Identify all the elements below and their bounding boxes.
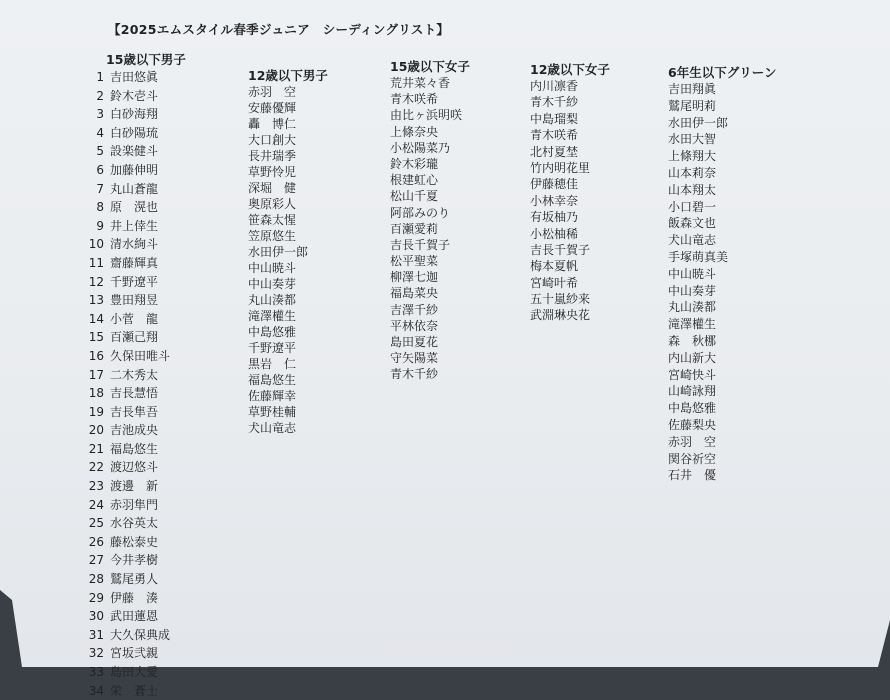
seed-entry bbox=[84, 366, 186, 385]
player-name: 藤松泰史 bbox=[110, 534, 159, 549]
seed-entry bbox=[248, 260, 328, 276]
seed-entry bbox=[530, 275, 610, 291]
player-name: 吉長隼吾 bbox=[110, 404, 159, 419]
player-name: 福島悠生 bbox=[248, 373, 297, 387]
player-name: 滝澤權生 bbox=[248, 309, 297, 323]
player-name: 丸山湊都 bbox=[248, 293, 297, 307]
seed-entry bbox=[84, 477, 186, 496]
player-name: 大久保典成 bbox=[110, 627, 171, 642]
player-name: 小林幸奈 bbox=[530, 193, 579, 208]
player-name: 手塚萌真美 bbox=[668, 249, 729, 264]
seed-entry bbox=[84, 124, 186, 143]
seed-number: 27 bbox=[88, 553, 104, 568]
seed-number: 2 bbox=[96, 88, 104, 103]
seed-entry bbox=[668, 467, 776, 484]
seed-number: 33 bbox=[88, 665, 104, 679]
seed-entry bbox=[84, 347, 186, 366]
player-name: 青木咲希 bbox=[390, 92, 439, 107]
player-name: 中島瑠梨 bbox=[530, 111, 579, 126]
player-name: 長井瑞季 bbox=[248, 149, 297, 163]
player-name: 水田伊一郎 bbox=[248, 245, 309, 259]
seed-entry bbox=[248, 212, 328, 228]
seed-entry bbox=[84, 235, 186, 254]
player-name: 久保田唯斗 bbox=[110, 348, 171, 363]
seed-entry bbox=[84, 198, 186, 217]
seed-entry bbox=[84, 589, 186, 608]
seed-entry bbox=[668, 182, 776, 199]
seed-entry bbox=[530, 258, 610, 274]
player-name: 吉長千賀子 bbox=[390, 237, 451, 252]
player-name: 原 滉也 bbox=[110, 200, 159, 215]
seed-number: 34 bbox=[88, 683, 104, 698]
seed-entry bbox=[390, 140, 470, 156]
player-name: 犬山竜志 bbox=[668, 233, 717, 248]
player-name: 関谷祈空 bbox=[668, 451, 717, 466]
seed-entry bbox=[84, 663, 186, 682]
player-name: 奥原彩人 bbox=[248, 197, 297, 211]
player-name: 山本莉奈 bbox=[668, 165, 717, 180]
seed-number: 16 bbox=[88, 348, 104, 363]
seed-entry bbox=[668, 131, 776, 148]
seed-entry bbox=[668, 350, 776, 367]
player-name: 由比ヶ浜明咲 bbox=[390, 108, 463, 123]
player-name: 二木秀太 bbox=[110, 367, 159, 382]
seed-entry bbox=[530, 127, 610, 143]
player-name: 吉田悠眞 bbox=[110, 70, 159, 84]
player-name: 吉池成央 bbox=[110, 423, 159, 438]
seed-number: 15 bbox=[88, 330, 104, 345]
player-name: 青木咲希 bbox=[530, 128, 579, 143]
seed-entry bbox=[84, 682, 186, 700]
seed-entry bbox=[530, 291, 610, 307]
seed-number: 13 bbox=[88, 293, 104, 308]
seed-entry bbox=[668, 383, 776, 400]
player-name: 笹森太惺 bbox=[248, 213, 297, 227]
seed-number: 19 bbox=[88, 404, 104, 419]
player-name: 青木千紗 bbox=[530, 95, 579, 110]
seed-entry bbox=[248, 116, 328, 132]
seed-entry bbox=[390, 221, 470, 237]
player-name: 鷲尾明莉 bbox=[668, 98, 717, 113]
player-name: 中島悠雅 bbox=[668, 401, 717, 416]
player-name: 渡辺悠斗 bbox=[110, 460, 159, 475]
seed-entry bbox=[530, 209, 610, 225]
player-name: 滝澤權生 bbox=[668, 317, 717, 332]
player-name: 佐藤輝幸 bbox=[248, 389, 297, 403]
player-name: 島田夏花 bbox=[390, 335, 439, 349]
seed-number: 20 bbox=[88, 423, 104, 438]
player-name: 内川凛香 bbox=[530, 79, 579, 93]
seed-entry bbox=[84, 291, 186, 310]
seed-entry bbox=[84, 310, 186, 329]
player-name: 宮崎叶希 bbox=[530, 275, 579, 290]
player-name: 福島悠生 bbox=[110, 441, 159, 456]
player-name: 吉長慧悟 bbox=[110, 386, 159, 401]
seed-entry bbox=[248, 276, 328, 292]
seed-number: 31 bbox=[88, 627, 104, 642]
player-name: 竹内明花里 bbox=[530, 160, 591, 175]
seed-entry bbox=[248, 340, 328, 356]
player-name: 中山奏芽 bbox=[248, 277, 297, 291]
seed-entry bbox=[530, 94, 610, 110]
seed-entry bbox=[390, 156, 470, 172]
player-name: 小口碧一 bbox=[668, 199, 717, 214]
document-title: 【2025エムスタイル春季ジュニア シーディングリスト】 bbox=[108, 22, 450, 37]
seed-entry bbox=[390, 334, 470, 350]
seed-number: 21 bbox=[88, 441, 104, 456]
seed-entry bbox=[390, 172, 470, 188]
seed-entry bbox=[84, 458, 186, 477]
column-boys-u12 bbox=[248, 68, 328, 436]
seed-list bbox=[84, 68, 186, 700]
seed-entry bbox=[390, 124, 470, 140]
seed-number: 1 bbox=[96, 70, 104, 84]
seed-entry bbox=[84, 570, 186, 589]
player-name: 山本翔太 bbox=[668, 182, 717, 197]
seed-entry bbox=[248, 356, 328, 372]
seed-entry bbox=[668, 199, 776, 216]
seed-number: 10 bbox=[88, 237, 104, 252]
seed-entry bbox=[84, 421, 186, 440]
column-girls-u15 bbox=[390, 59, 470, 383]
seed-entry bbox=[668, 165, 776, 182]
player-name: 森 秋梛 bbox=[668, 333, 717, 348]
player-name: 栄 蒼士 bbox=[110, 683, 159, 698]
seed-entry bbox=[248, 324, 328, 340]
seed-entry bbox=[84, 254, 186, 273]
seed-entry bbox=[84, 514, 186, 533]
player-name: 中山奏芽 bbox=[668, 283, 717, 298]
column-boys-u15 bbox=[84, 52, 186, 700]
player-name: 北村夏埜 bbox=[530, 144, 579, 159]
column-heading: 12歳以下女子 bbox=[530, 62, 610, 77]
seed-entry bbox=[390, 75, 470, 91]
seed-entry bbox=[530, 176, 610, 192]
player-name: 平林依奈 bbox=[390, 318, 439, 333]
seed-entry bbox=[84, 403, 186, 422]
player-name: 島田大愛 bbox=[110, 665, 159, 679]
player-name: 上條翔大 bbox=[668, 149, 717, 164]
seed-number: 14 bbox=[88, 311, 104, 326]
seed-entry bbox=[668, 417, 776, 434]
player-name: 鷲尾勇人 bbox=[110, 572, 159, 587]
seed-entry bbox=[390, 318, 470, 334]
seed-number: 25 bbox=[88, 516, 104, 531]
seed-entry bbox=[84, 273, 186, 292]
seed-entry bbox=[248, 308, 328, 324]
seed-entry bbox=[668, 283, 776, 300]
seed-entry bbox=[248, 164, 328, 180]
seed-entry bbox=[390, 237, 470, 253]
seed-entry bbox=[668, 333, 776, 350]
player-name: 赤羽隼門 bbox=[110, 497, 159, 512]
seed-entry bbox=[390, 188, 470, 204]
seed-entry bbox=[668, 299, 776, 316]
seed-number: 7 bbox=[96, 181, 104, 196]
seed-entry bbox=[84, 440, 186, 459]
seed-entry bbox=[668, 249, 776, 266]
seed-number: 22 bbox=[88, 460, 104, 475]
player-name: 吉長千賀子 bbox=[530, 242, 591, 257]
seed-entry bbox=[248, 180, 328, 196]
seed-entry bbox=[248, 100, 328, 116]
seed-entry bbox=[84, 328, 186, 347]
seed-entry bbox=[390, 253, 470, 269]
seed-entry bbox=[84, 87, 186, 106]
player-name: 水田大智 bbox=[668, 132, 717, 147]
seed-entry bbox=[390, 107, 470, 123]
seed-entry bbox=[668, 400, 776, 417]
player-name: 中山暁斗 bbox=[248, 261, 297, 275]
player-name: 松平聖菜 bbox=[390, 254, 439, 269]
seed-number: 6 bbox=[96, 162, 104, 177]
seed-entry bbox=[668, 434, 776, 451]
player-name: 武田蓮恩 bbox=[110, 609, 159, 624]
player-name: 中山暁斗 bbox=[668, 266, 717, 281]
player-name: 丸山蒼龍 bbox=[110, 181, 159, 196]
player-name: 青木千紗 bbox=[390, 367, 439, 382]
player-name: 渡邊 新 bbox=[110, 479, 159, 494]
player-name: 石井 優 bbox=[668, 468, 717, 483]
seed-entry bbox=[248, 228, 328, 244]
player-name: 宮崎快斗 bbox=[668, 367, 717, 382]
player-name: 赤羽 空 bbox=[668, 434, 717, 449]
seed-entry bbox=[530, 307, 610, 323]
seed-entry bbox=[390, 285, 470, 301]
player-name: 松山千夏 bbox=[390, 189, 439, 204]
player-name: 笠原悠生 bbox=[248, 229, 297, 243]
seed-entry bbox=[668, 266, 776, 283]
seed-entry bbox=[530, 193, 610, 209]
player-name: 武淵琳央花 bbox=[530, 308, 591, 323]
player-name: 吉田翔眞 bbox=[668, 82, 717, 96]
seed-number: 3 bbox=[96, 107, 104, 122]
seed-entry bbox=[248, 84, 328, 100]
player-name: 白砂海翔 bbox=[110, 107, 159, 122]
seed-entry bbox=[84, 105, 186, 124]
seed-entry bbox=[84, 161, 186, 180]
column-heading: 15歳以下女子 bbox=[390, 59, 470, 74]
seed-entry bbox=[248, 420, 328, 436]
player-name: 伊藤穂佳 bbox=[530, 177, 579, 192]
player-name: 深堀 健 bbox=[248, 181, 297, 195]
seed-entry bbox=[530, 242, 610, 258]
seed-number: 23 bbox=[88, 479, 104, 494]
player-name: 百瀬己翔 bbox=[110, 330, 159, 345]
seed-number: 9 bbox=[96, 218, 104, 233]
seed-entry bbox=[390, 302, 470, 318]
player-name: 清水絢斗 bbox=[110, 237, 159, 252]
seed-entry bbox=[248, 292, 328, 308]
player-name: 守矢陽菜 bbox=[390, 351, 439, 366]
player-name: 上條奈央 bbox=[390, 124, 439, 139]
column-girls-u12 bbox=[530, 62, 610, 324]
column-heading: 6年生以下グリーン bbox=[668, 65, 777, 80]
column-heading: 15歳以下男子 bbox=[106, 52, 186, 67]
player-name: 齋藤輝真 bbox=[110, 255, 159, 270]
seed-entry bbox=[668, 451, 776, 468]
player-name: 福島菜央 bbox=[390, 286, 439, 301]
seed-entry bbox=[530, 111, 610, 127]
player-name: 犬山竜志 bbox=[248, 421, 297, 435]
player-name: 水谷英太 bbox=[110, 516, 159, 531]
player-name: 設楽健斗 bbox=[110, 144, 159, 159]
seed-entry bbox=[248, 404, 328, 420]
seed-number: 24 bbox=[88, 497, 104, 512]
seed-entry bbox=[668, 98, 776, 115]
player-name: 山崎詠翔 bbox=[668, 384, 717, 399]
seed-entry bbox=[390, 91, 470, 107]
seed-entry bbox=[668, 81, 776, 98]
seed-entry bbox=[668, 215, 776, 232]
seed-number: 32 bbox=[88, 646, 104, 661]
seed-entry bbox=[530, 78, 610, 94]
column-green-u6th bbox=[668, 65, 776, 484]
player-name: 豊田翔昱 bbox=[110, 293, 159, 308]
player-name: 佐藤梨央 bbox=[668, 417, 717, 432]
seed-entry bbox=[84, 551, 186, 570]
player-name: 安藤優輝 bbox=[248, 101, 297, 115]
seed-number: 28 bbox=[88, 572, 104, 587]
seed-entry bbox=[248, 196, 328, 212]
player-name: 荒井菜々香 bbox=[390, 76, 451, 90]
player-name: 鈴木彩瓏 bbox=[390, 156, 439, 171]
player-name: 根建虹心 bbox=[390, 173, 439, 188]
seed-entry bbox=[668, 367, 776, 384]
player-name: 中島悠雅 bbox=[248, 325, 297, 339]
seed-entry bbox=[530, 160, 610, 176]
seed-number: 12 bbox=[88, 274, 104, 289]
player-name: 小松柚稀 bbox=[530, 226, 579, 241]
seed-number: 8 bbox=[96, 200, 104, 215]
seed-entry bbox=[248, 244, 328, 260]
seed-number: 26 bbox=[88, 534, 104, 549]
seed-number: 17 bbox=[88, 367, 104, 382]
seed-number: 29 bbox=[88, 590, 104, 605]
player-name: 鈴木壱斗 bbox=[110, 88, 159, 103]
seed-entry bbox=[248, 148, 328, 164]
seed-number: 4 bbox=[96, 125, 104, 140]
seed-entry bbox=[248, 132, 328, 148]
seed-entry bbox=[668, 316, 776, 333]
seed-entry bbox=[84, 142, 186, 161]
player-name: 宮坂弐親 bbox=[110, 646, 159, 661]
seed-entry bbox=[248, 372, 328, 388]
player-name: 阿部みのり bbox=[390, 205, 451, 220]
seed-entry bbox=[84, 180, 186, 199]
player-name: 有坂柚乃 bbox=[530, 210, 579, 225]
player-name: 水田伊一郎 bbox=[668, 115, 729, 130]
seed-entry bbox=[84, 626, 186, 645]
seed-entry bbox=[668, 232, 776, 249]
seed-list bbox=[668, 81, 776, 484]
player-name: 内山新大 bbox=[668, 350, 717, 365]
player-name: 小松陽菜乃 bbox=[390, 140, 451, 155]
player-name: 加藤伸明 bbox=[110, 162, 159, 177]
player-name: 轟 博仁 bbox=[248, 117, 297, 131]
player-name: 柳澤七迦 bbox=[390, 270, 439, 285]
player-name: 草野怜児 bbox=[248, 165, 297, 179]
seed-entry bbox=[84, 607, 186, 626]
player-name: 五十嵐紗来 bbox=[530, 292, 591, 307]
seed-number: 18 bbox=[88, 386, 104, 401]
seed-number: 30 bbox=[88, 609, 104, 624]
seed-entry bbox=[668, 148, 776, 165]
player-name: 伊藤 湊 bbox=[110, 590, 159, 605]
seed-entry bbox=[530, 226, 610, 242]
seed-entry bbox=[84, 217, 186, 236]
seed-list bbox=[390, 75, 470, 383]
seed-entry bbox=[84, 533, 186, 552]
seed-entry bbox=[390, 350, 470, 366]
seed-entry bbox=[530, 144, 610, 160]
player-name: 千野遼平 bbox=[110, 274, 159, 289]
seed-entry bbox=[84, 384, 186, 403]
player-name: 大口創大 bbox=[248, 133, 297, 147]
seed-list bbox=[530, 78, 610, 324]
seed-entry bbox=[390, 366, 470, 382]
seed-number: 11 bbox=[88, 255, 104, 270]
seed-entry bbox=[390, 269, 470, 285]
player-name: 飯森文也 bbox=[668, 216, 717, 231]
seed-entry bbox=[668, 115, 776, 132]
player-name: 丸山湊都 bbox=[668, 300, 717, 315]
player-name: 今井孝樹 bbox=[110, 553, 159, 568]
player-name: 百瀬愛莉 bbox=[390, 221, 439, 236]
player-name: 梅本夏帆 bbox=[530, 259, 579, 274]
seed-entry bbox=[390, 205, 470, 221]
player-name: 白砂陽琉 bbox=[110, 125, 159, 140]
seed-entry bbox=[84, 68, 186, 87]
player-name: 赤羽 空 bbox=[248, 85, 297, 99]
player-name: 小菅 龍 bbox=[110, 311, 159, 326]
seed-entry bbox=[84, 496, 186, 515]
column-heading: 12歳以下男子 bbox=[248, 68, 328, 83]
player-name: 草野桂輔 bbox=[248, 405, 297, 419]
seed-list bbox=[248, 84, 328, 436]
player-name: 黒岩 仁 bbox=[248, 357, 297, 371]
player-name: 井上倖生 bbox=[110, 218, 159, 233]
player-name: 吉澤千紗 bbox=[390, 302, 439, 317]
player-name: 千野遼平 bbox=[248, 341, 297, 355]
seed-entry bbox=[248, 388, 328, 404]
seed-entry bbox=[84, 644, 186, 663]
seed-number: 5 bbox=[96, 144, 104, 159]
